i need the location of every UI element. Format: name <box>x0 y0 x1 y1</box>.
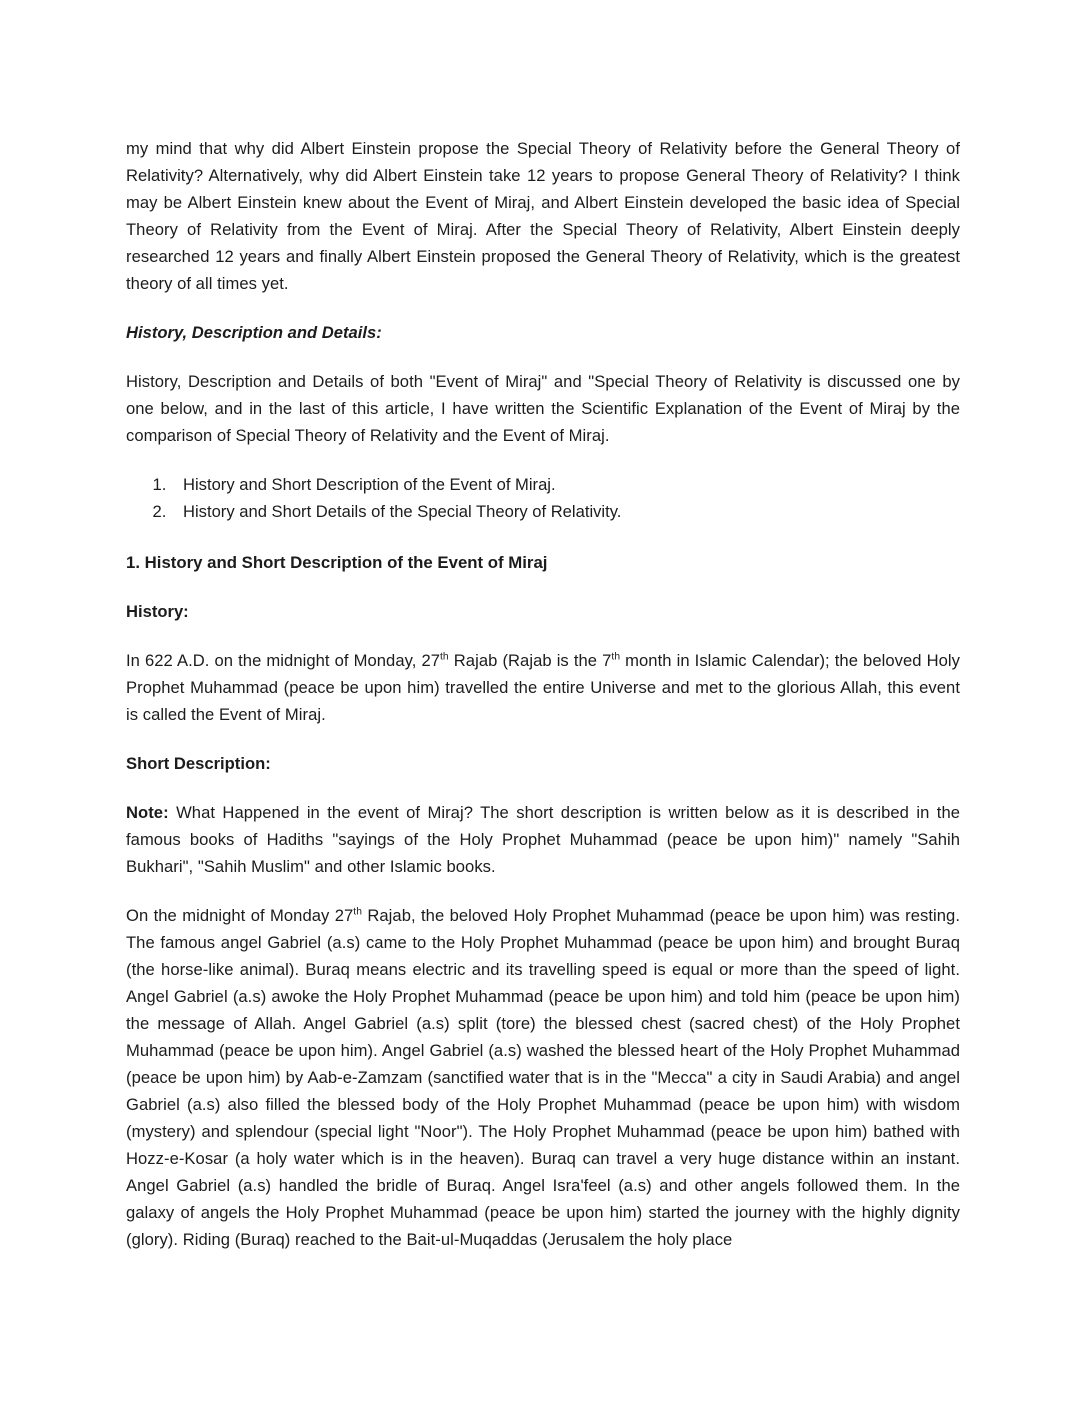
document-content <box>126 135 960 1253</box>
ordinal-suffix-27th: th <box>440 651 449 663</box>
ordinal-suffix-27th-narrative: th <box>353 906 362 918</box>
narrative-text-part-1: On the midnight of Monday 27 <box>126 906 354 925</box>
narrative-paragraph <box>126 902 960 1253</box>
heading-section-one: 1. History and Short Description of the Event of Miraj <box>126 553 548 572</box>
intro-paragraph: my mind that why did Albert Einstein propose the Special Theory of Relativity before the General Theory of Relativity? Alternatively, why did Albert Einstein take 12 years to propose General Theory of Relativity? I think may be Albert Einstein knew about the Event of Miraj, and Albert Einstein developed the basic idea of Special Theory of Relativity from the Event of Miraj. After the Special Theory of Relativity, Albert Einstein deeply researched 12 years and finally Albert Einstein proposed the General Theory of Relativity, which is the greatest theory of all times yet. <box>126 139 960 293</box>
note-body-text: What Happened in the event of Miraj? The short description is written below as it is described in the famous books of Hadiths "sayings of the Holy Prophet Muhammad (peace be upon him)" namely "Sahih Bukhari", "Sahih Muslim" and other Islamic books. <box>126 803 960 876</box>
history-paragraph <box>126 647 960 728</box>
heading-history: History: <box>126 602 189 621</box>
topics-list <box>126 471 960 525</box>
history-text-part-1: In 622 A.D. on the midnight of Monday, 27 <box>126 651 441 670</box>
heading-history-description-details: History, Description and Details: <box>126 323 382 342</box>
narrative-text-part-2: Rajab, the beloved Holy Prophet Muhammad (peace be upon him) was resting. The famous angel Gabriel (a.s) came to the Holy Prophet Muhammad (peace be upon him) and brought Buraq (the horse-like animal). Buraq means electric and its travelling speed is equal or more than the speed of light. Angel Gabriel (a.s) awoke the Holy Prophet Muhammad (peace be upon him) and told him (peace be upon him) the message of Allah. Angel Gabriel (a.s) split (tore) the blessed chest (sacred chest) of the Holy Prophet Muhammad (peace be upon him). Angel Gabriel (a.s) washed the blessed heart of the Holy Prophet Muhammad (peace be upon him) by Aab-e-Zamzam (sanctified water that is in the "Mecca" a city in Saudi Arabia) and angel Gabriel (a.s) also filled the blessed body of the Holy Prophet Muhammad (peace be upon him) with wisdom (mystery) and splendour (special light "Noor"). The Holy Prophet Muhammad (peace be upon him) bathed with Hozz-e-Kosar (a holy water which is in the heaven). Buraq can travel a very huge distance within an instant. Angel Gabriel (a.s) handled the bridle of Buraq. Angel Isra'feel (a.s) and other angels followed them. In the galaxy of angels the Holy Prophet Muhammad (peace be upon him) started the journey with the highly dignity (glory). Riding (Buraq) reached to the Bait-ul-Muqaddas (Jerusalem the holy place <box>126 906 960 1249</box>
list-item: 2. History and Short Details of the Special Theory of Relativity. <box>171 498 960 525</box>
note-label: Note: <box>126 803 169 822</box>
heading-short-description: Short Description: <box>126 754 271 773</box>
note-paragraph <box>126 799 960 880</box>
ordinal-suffix-7th: th <box>611 651 621 663</box>
history-description-intro-paragraph: History, Description and Details of both "Event of Miraj" and "Special Theory of Relativity is discussed one by one below, and in the last of this article, I have written the Scientific Explanation of the Event of Miraj by the comparison of Special Theory of Relativity and the Event of Miraj. <box>126 372 960 445</box>
history-text-part-2: Rajab (Rajab is the 7 <box>448 651 612 670</box>
list-item: 1. History and Short Description of the Event of Miraj. <box>171 471 960 498</box>
history-text-part-3: month in Islamic Calendar); the beloved Holy Prophet Muhammad (peace be upon him) travelled the entire Universe and met to the glorious Allah, this event is called the Event of Miraj. <box>126 651 960 724</box>
